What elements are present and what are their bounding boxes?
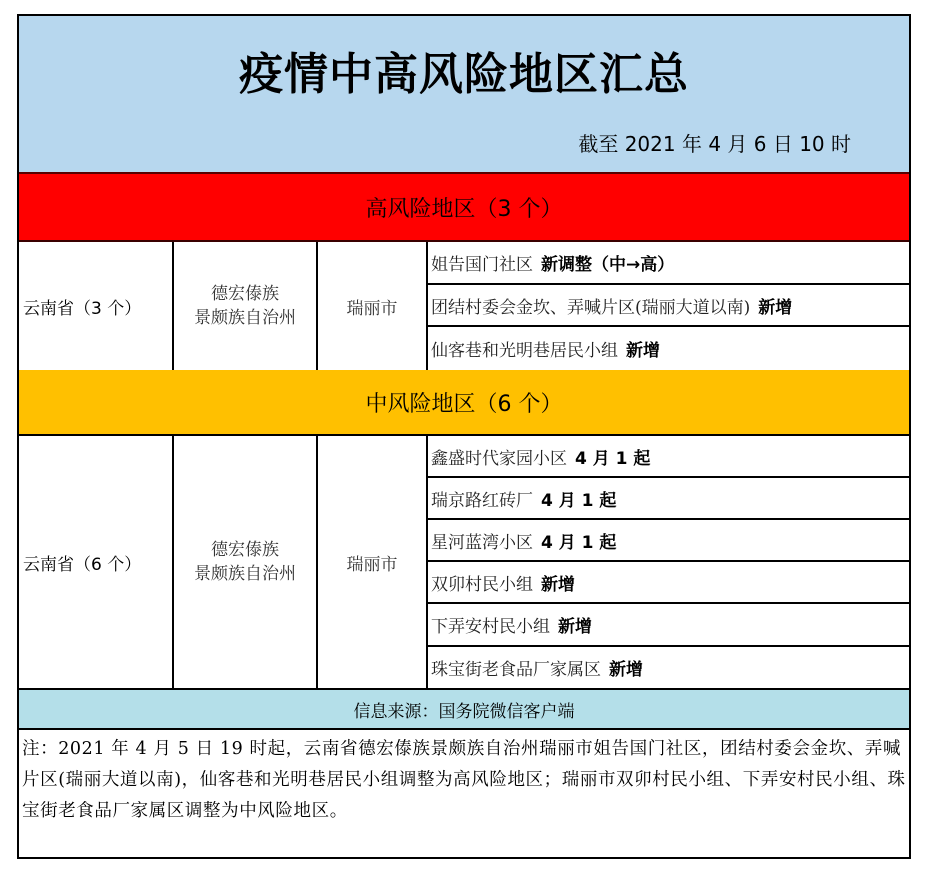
area-status-tag: 新增 [541,574,575,595]
info-source: 信息来源：国务院微信客户端 [19,688,909,730]
high-risk-band: 高风险地区（3 个） [19,174,909,242]
area-name: 瑞京路红砖厂 [431,490,533,511]
area-name: 团结村委会金坎、弄喊片区(瑞丽大道以南) [431,297,751,318]
area-status-tag: 新增 [609,660,643,680]
area-name: 星河蓝湾小区 [431,532,533,553]
as-of-timestamp: 截至 2021 年 4 月 6 日 10 时 [578,132,851,156]
medium-risk-band: 中风险地区（6 个） [19,370,909,436]
area-name: 仙客巷和光明巷居民小组 [431,341,618,361]
high-risk-city: 瑞丽市 [318,242,428,370]
medium-risk-area-row [428,436,909,478]
area-status-tag: 4 月 1 起 [541,490,617,511]
area-status-tag: 新增 [558,617,592,637]
area-name: 双卯村民小组 [431,574,533,595]
prefecture-line2: 景颇族自治州 [194,308,296,328]
medium-risk-area-row [428,520,909,562]
area-name: 珠宝街老食品厂家属区 [431,660,601,680]
area-name: 鑫盛时代家园小区 [431,448,567,469]
high-risk-province: 云南省（3 个） [19,242,174,370]
page-title: 疫情中高风险地区汇总 [239,49,689,100]
header-block [19,16,909,174]
high-risk-area-row [428,242,909,285]
area-status-tag: 4 月 1 起 [575,448,651,469]
prefecture-line1: 德宏傣族 [211,540,279,560]
medium-risk-province: 云南省（6 个） [19,436,174,688]
area-status-tag: 新增 [626,341,660,361]
prefecture-line2: 景颇族自治州 [194,564,296,584]
area-name: 下弄安村民小组 [431,617,550,637]
high-risk-area-row [428,327,909,370]
medium-risk-prefecture [174,436,318,688]
medium-risk-city: 瑞丽市 [318,436,428,688]
area-status-tag: 新增 [758,297,793,318]
risk-area-summary-table [17,14,911,859]
area-name: 姐告国门社区 [431,255,533,275]
high-risk-area-row [428,285,909,327]
area-status-tag: 新调整（中→高） [541,255,675,275]
medium-risk-area-row [428,478,909,520]
area-status-tag: 4 月 1 起 [541,532,617,553]
medium-risk-area-row [428,562,909,604]
footnote: 注：2021 年 4 月 5 日 19 时起，云南省德宏傣族景颇族自治州瑞丽市姐告国门社区，团结村委会金坎、弄喊片区(瑞丽大道以南)，仙客巷和光明巷居民小组调整为高风险地区；瑞丽市双卯村民小组、下弄安村民小组、珠宝街老食品厂家属区调整为中风险地区。 [22,739,906,821]
medium-risk-area-row [428,647,909,688]
medium-risk-area-row [428,604,909,647]
high-risk-prefecture [174,242,318,370]
prefecture-line1: 德宏傣族 [211,284,279,304]
